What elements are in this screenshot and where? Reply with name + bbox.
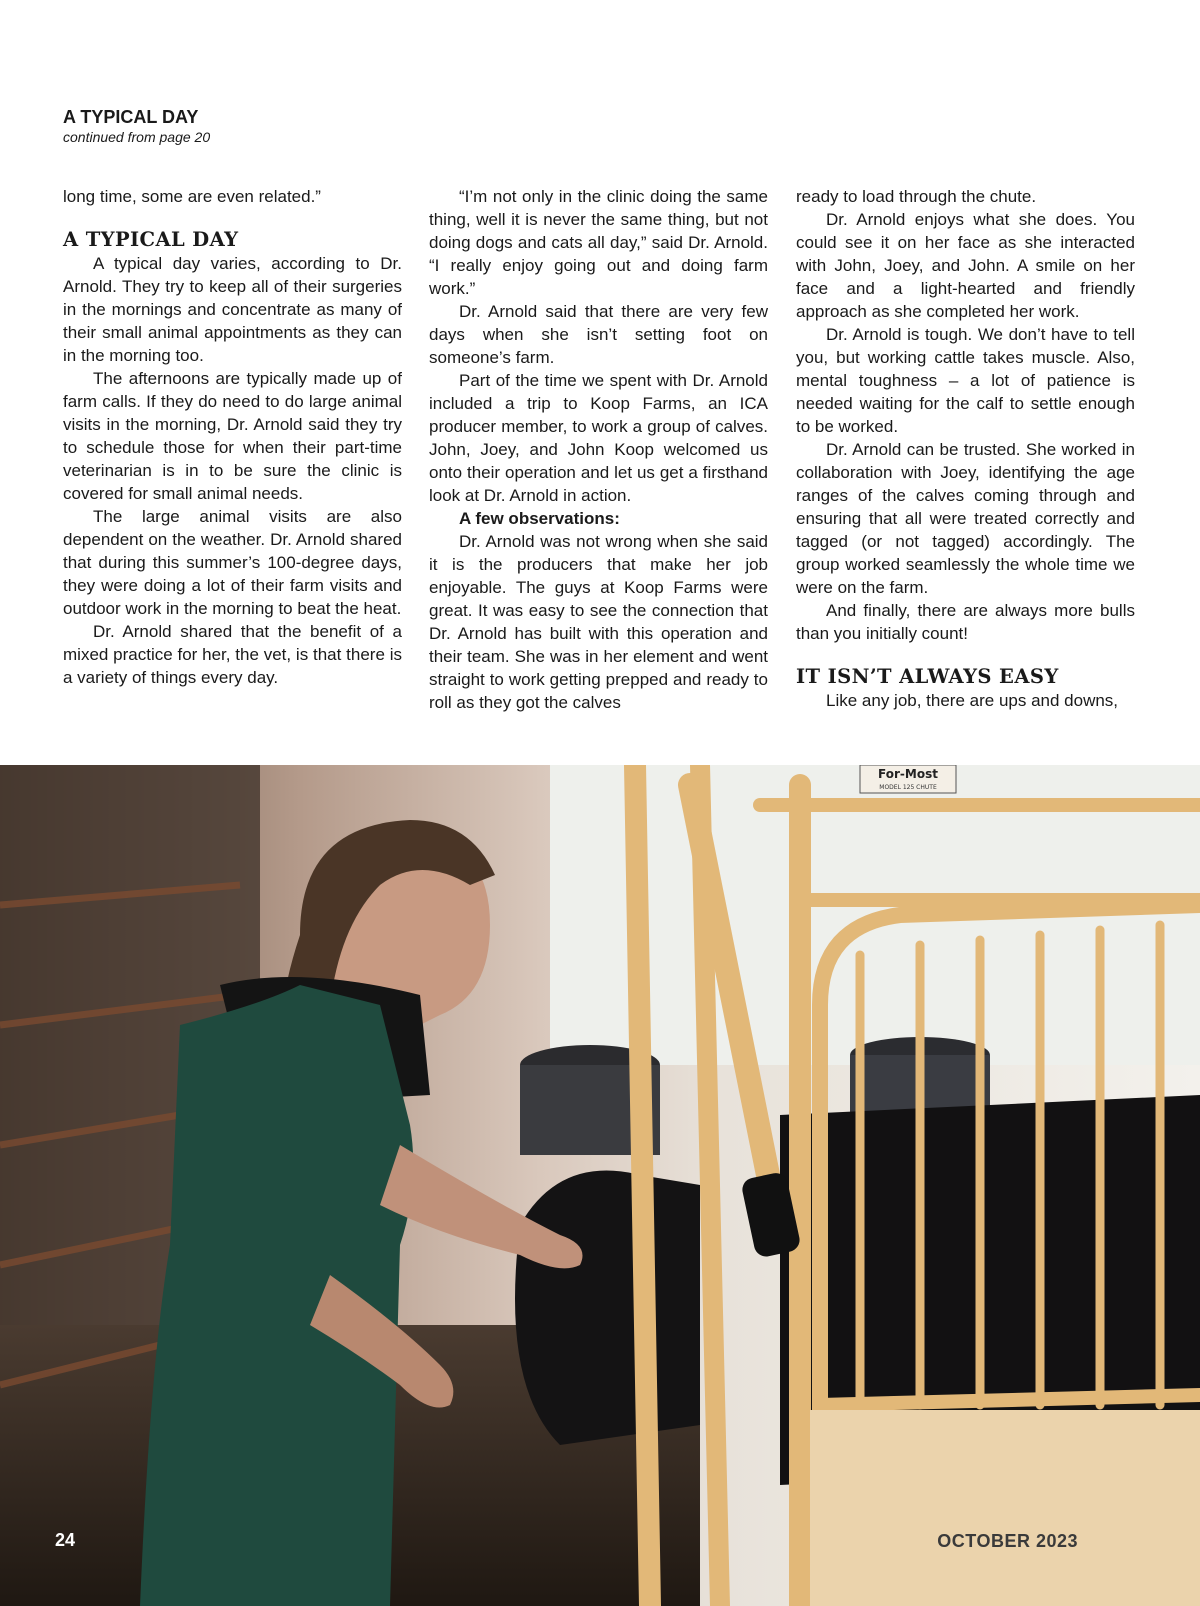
text-column-1 xyxy=(63,185,402,689)
paragraph: Dr. Arnold said that there are very few days when she isn’t setting foot on someone’s farm. xyxy=(429,302,768,367)
paragraph: The large animal visits are also dependent on the weather. Dr. Arnold shared that during this summer’s 100-degree days, they were doing a lot of their farm visits and outdoor work in the morning to beat the heat. xyxy=(63,507,402,618)
paragraph: Dr. Arnold enjoys what she does. You could see it on her face as she interacted with John, Joey, and John. A smile on her face and a light-hearted and friendly approach as she completed her work. xyxy=(796,210,1135,321)
chute-sign-model: MODEL 125 CHUTE xyxy=(879,784,937,791)
chute-sign-brand: For-Most xyxy=(878,767,938,781)
paragraph: Dr. Arnold is tough. We don’t have to tell you, but working cattle takes muscle. Also, mental toughness – a lot of patience is needed waiting for the calf to settle enough to be worked. xyxy=(796,325,1135,436)
text-column-2 xyxy=(429,185,768,714)
paragraph: Dr. Arnold can be trusted. She worked in collaboration with Joey, identifying the age ranges of the calves coming through and ensuring that all were treated correctly and tagged (or not tagged) accordingly. The group worked seamlessly the whole time we were on the farm. xyxy=(796,440,1135,597)
section-heading: A TYPICAL DAY xyxy=(63,228,239,251)
section-kicker: A TYPICAL DAY xyxy=(63,107,199,127)
continued-note: continued from page 20 xyxy=(63,129,211,145)
paragraph: A typical day varies, according to Dr. Arnold. They try to keep all of their surgeries in the mornings and concentrate as many of their small animal appointments as they can in the morning too. xyxy=(63,254,402,365)
paragraph: Dr. Arnold was not wrong when she said it is the producers that make her job enjoyable. The guys at Koop Farms were great. It was easy to see the connection that Dr. Arnold has built with this operation and their team. She was in her element and went straight to work getting prepped and ready to roll as they got the calves xyxy=(429,532,768,712)
paragraph: The afternoons are typically made up of farm calls. If they do need to do large animal visits in the morning, Dr. Arnold said they try to schedule those for when their part-time veterinarian is in to be sure the clinic is covered for small animal needs. xyxy=(63,369,402,503)
paragraph: long time, some are even related.” xyxy=(63,187,321,206)
paragraph: Part of the time we spent with Dr. Arnold included a trip to Koop Farms, an ICA producer member, to work a group of calves. John, Joey, and John Koop welcomed us onto their operation and let us get a firsthand look at Dr. Arnold in action. xyxy=(429,371,768,505)
section-heading: IT ISN’T ALWAYS EASY xyxy=(796,665,1059,688)
subheading: A few observations: xyxy=(459,509,620,528)
issue-date: OCTOBER 2023 xyxy=(937,1531,1078,1551)
article-photo xyxy=(0,765,1200,1606)
text-column-3 xyxy=(796,185,1135,712)
page-number: 24 xyxy=(55,1530,76,1550)
article-header xyxy=(63,106,210,146)
paragraph: Dr. Arnold shared that the benefit of a mixed practice for her, the vet, is that there is a variety of things every day. xyxy=(63,622,402,687)
paragraph: ready to load through the chute. xyxy=(796,187,1037,206)
paragraph: Like any job, there are ups and downs, xyxy=(826,691,1119,710)
paragraph: “I’m not only in the clinic doing the same thing, well it is never the same thing, but not doing dogs and cats all day,” said Dr. Arnold. “I really enjoy going out and doing farm work.” xyxy=(429,187,768,298)
paragraph: And finally, there are always more bulls than you initially count! xyxy=(796,601,1135,643)
